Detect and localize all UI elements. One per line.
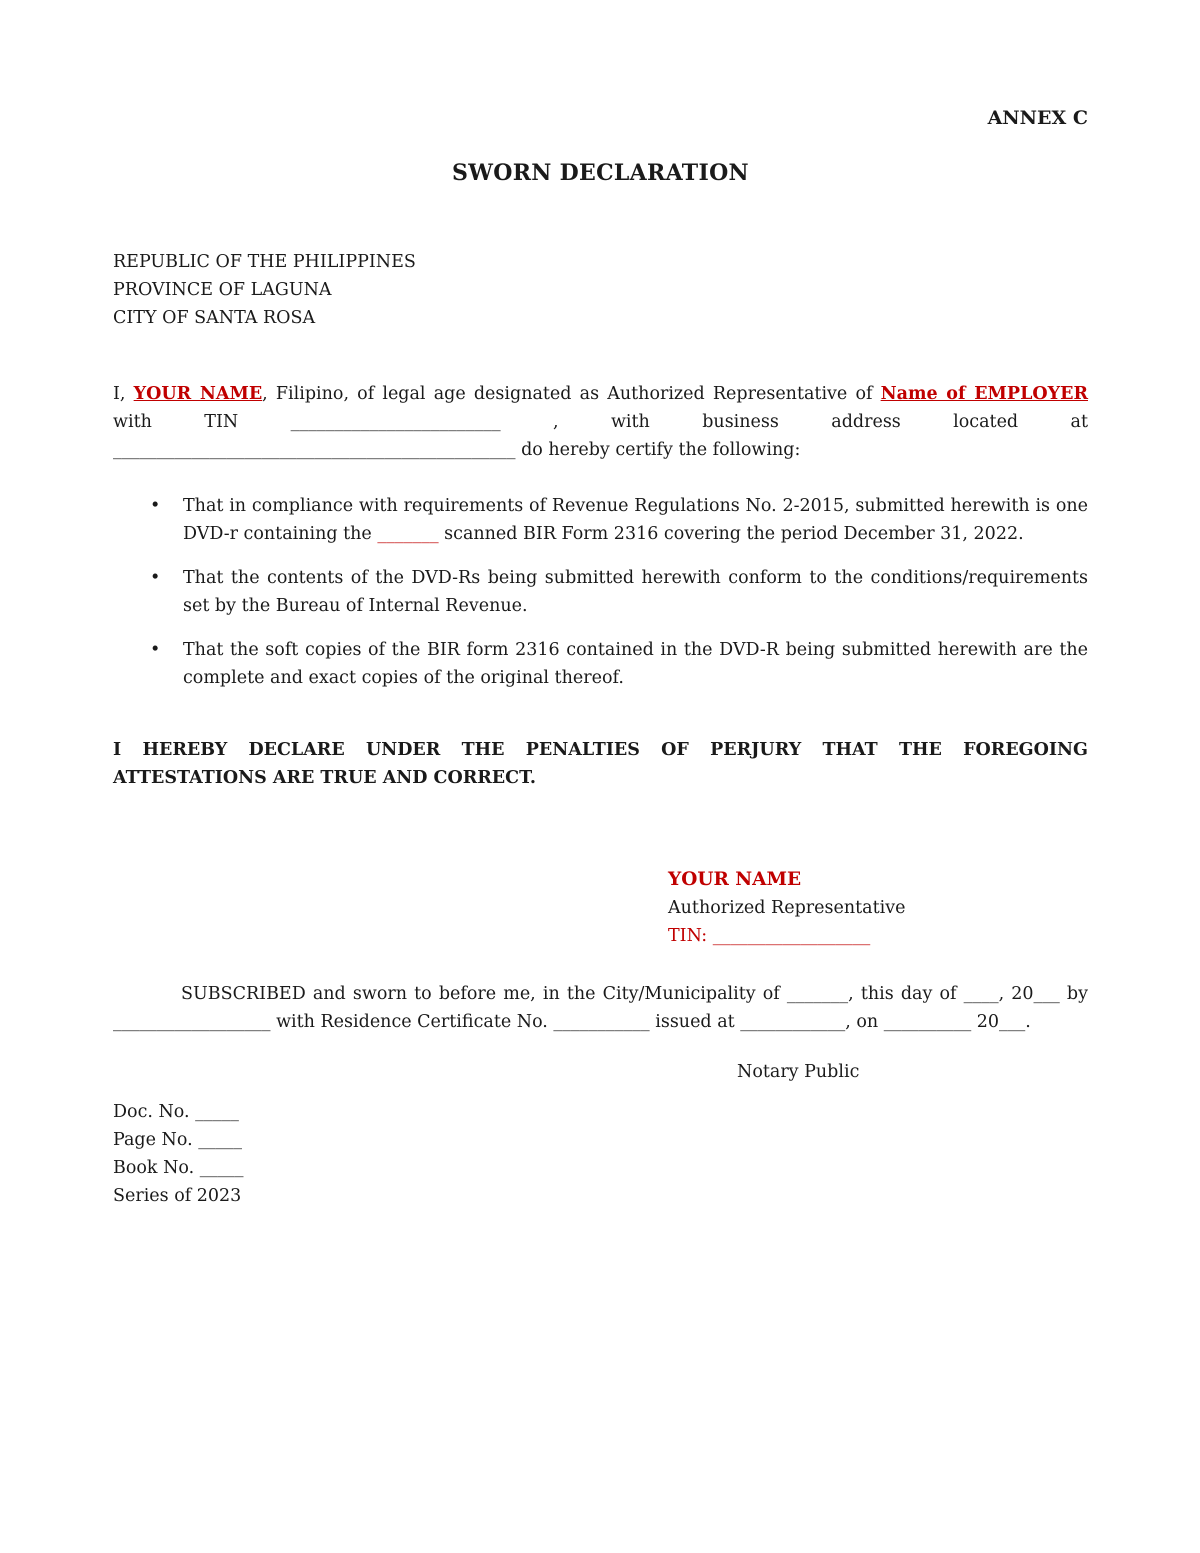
attestation-item-3	[113, 636, 1088, 692]
page-no-line: Page No. _____	[113, 1130, 242, 1150]
venue-line-city: CITY OF SANTA ROSA	[113, 308, 316, 328]
employer-name: Name of EMPLOYER	[880, 384, 1088, 404]
attestation-1-pre: That in compliance with requirements of Revenue Regulations No. 2-2015, submitted herewith is one DVD-r containing the	[183, 496, 1088, 544]
attestation-3-text: That the soft copies of the BIR form 2316 contained in the DVD-R being submitted herewith are the complete and exact copies of the original thereof.	[183, 640, 1088, 688]
signatory-role: Authorized Representative	[668, 898, 906, 918]
signatory-name: YOUR NAME	[668, 869, 802, 890]
perjury-declaration: I HEREBY DECLARE UNDER THE PENALTIES OF PERJURY THAT THE FOREGOING ATTESTATIONS ARE TRUE AND CORRECT.	[113, 740, 1088, 788]
business-address-blank: ______________________________________________	[113, 440, 516, 460]
intro-paragraph	[113, 380, 1088, 464]
annex-label: ANNEX C	[987, 107, 1088, 129]
book-no-line: Book No. _____	[113, 1158, 244, 1178]
intro-after-name: , Filipino, of legal age designated as Authorized Representative of	[262, 384, 881, 404]
attestation-1-post: scanned BIR Form 2316 covering the period December 31, 2022.	[438, 524, 1024, 544]
jurat-paragraph: SUBSCRIBED and sworn to before me, in the City/Municipality of _______, this day of ____, 20___ by __________________ with Residence Certificate No. ___________ issued at ____________, on __________ 20___.	[113, 984, 1088, 1032]
series-line: Series of 2023	[113, 1186, 242, 1206]
attestation-item-2	[113, 564, 1088, 620]
attestation-item-1	[113, 492, 1088, 548]
document-title: SWORN DECLARATION	[452, 160, 749, 186]
attestation-list	[113, 492, 1088, 692]
tin-blank: ________________________	[290, 412, 501, 432]
intro-after-employer: with TIN	[113, 412, 291, 432]
dvd-count-blank: _______	[377, 524, 439, 544]
doc-no-line: Doc. No. _____	[113, 1102, 239, 1122]
attestation-2-text: That the contents of the DVD-Rs being submitted herewith conform to the conditions/requirements set by the Bureau of Internal Revenue.	[183, 568, 1088, 616]
venue-line-province: PROVINCE OF LAGUNA	[113, 280, 332, 300]
intro-closing: do hereby certify the following:	[515, 440, 801, 460]
bullet-icon: •	[150, 640, 161, 660]
bullet-icon: •	[150, 568, 161, 588]
signatory-tin-line: TIN: __________________	[668, 926, 871, 946]
notary-public-label: Notary Public	[737, 1062, 860, 1082]
venue-block	[113, 248, 1088, 332]
declarant-name: YOUR NAME	[133, 384, 263, 404]
intro-after-tin: , with business address located at	[500, 412, 1088, 432]
signature-block	[668, 866, 1088, 950]
venue-line-republic: REPUBLIC OF THE PHILIPPINES	[113, 252, 416, 272]
notarial-registry-block	[113, 1098, 1088, 1210]
bullet-icon: •	[150, 496, 161, 516]
intro-lead: I,	[113, 384, 134, 404]
